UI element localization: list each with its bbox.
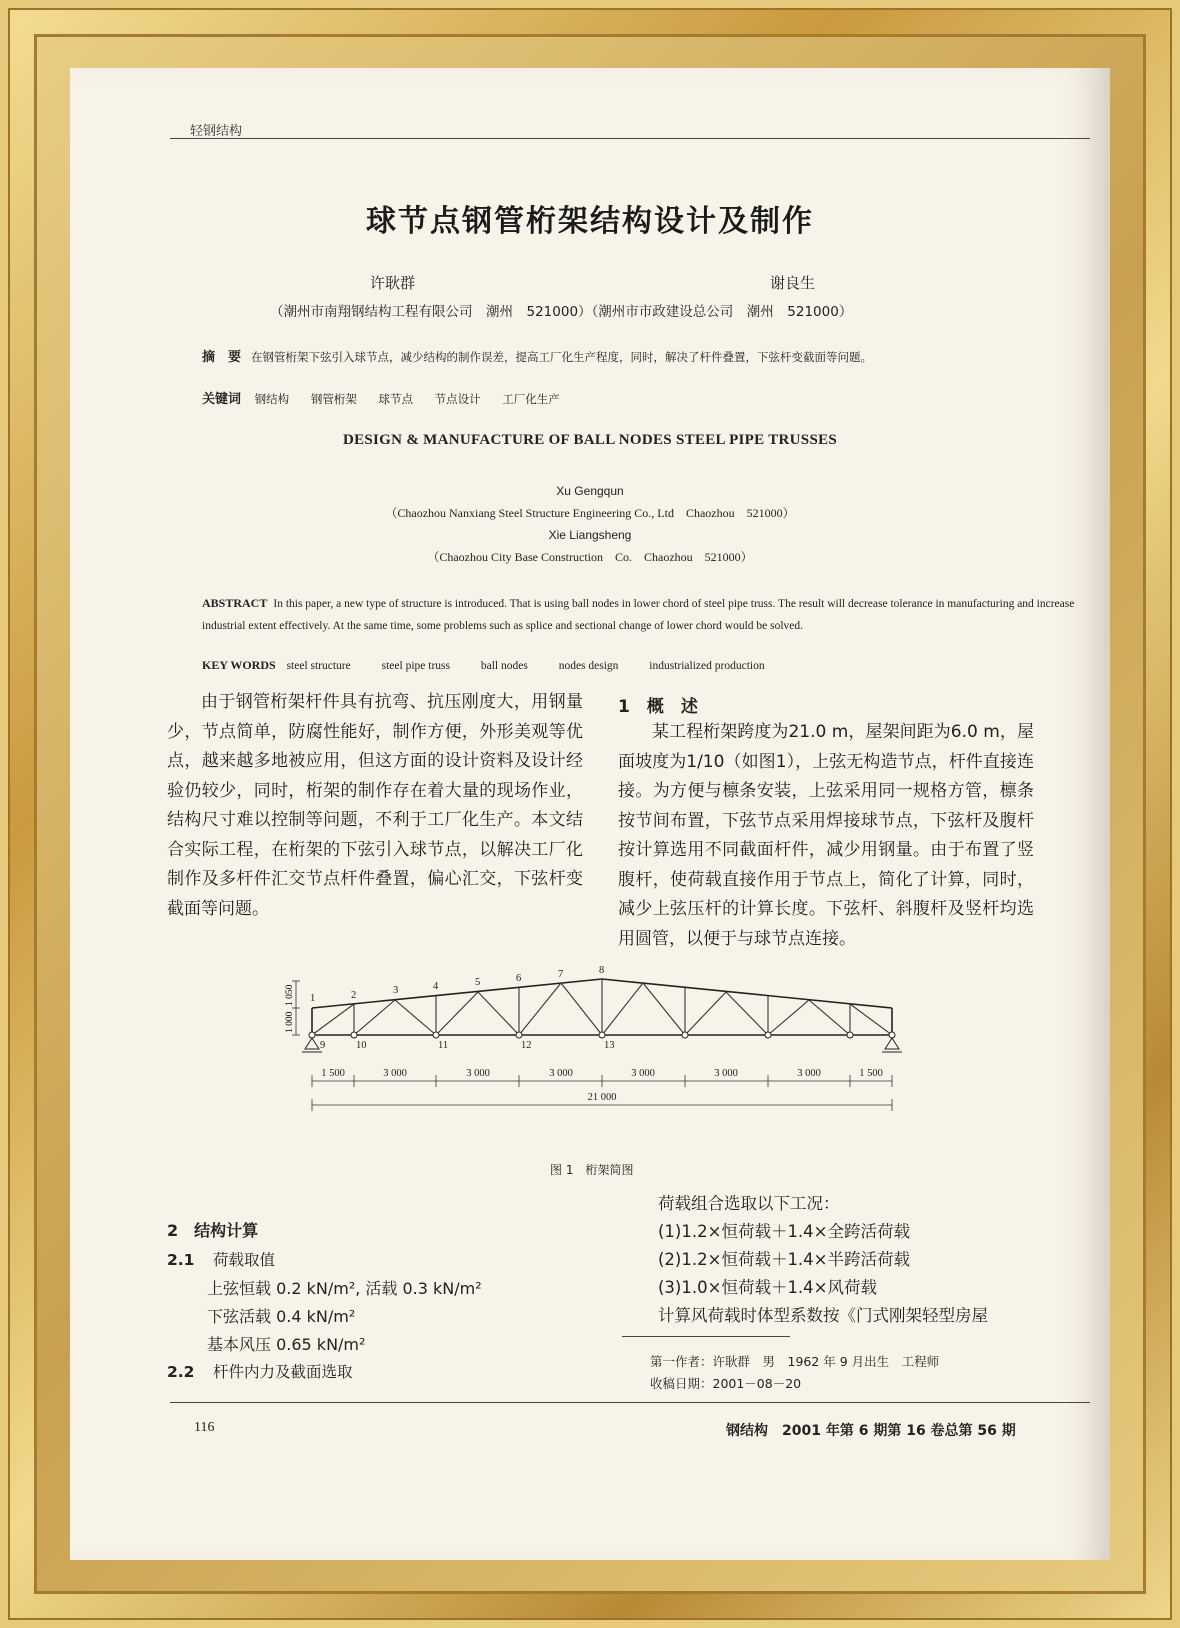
abstract-cn [202, 346, 1082, 369]
bay-dim-label: 3 000 [714, 1068, 738, 1079]
load-combo: (1)1.2×恒荷载＋1.4×全跨活荷载 [658, 1222, 911, 1241]
ball-node [682, 1032, 688, 1038]
vertical-dim-label: 1 050 [285, 984, 295, 1006]
keyword-cn: 节点设计 [434, 392, 481, 406]
journal-info: 钢结构 2001 年第 6 期第 16 卷总第 56 期 [726, 1423, 1016, 1439]
ball-node [516, 1032, 522, 1038]
wind-load-text: 计算风荷载时体型系数按《门式刚架轻型房屋 [658, 1306, 988, 1325]
keywords-en-label: KEY WORDS [202, 658, 276, 672]
bay-dim-label: 1 500 [859, 1068, 883, 1079]
journal-page [70, 68, 1110, 1560]
bay-dim-label: 3 000 [797, 1068, 821, 1079]
support-right [885, 1038, 899, 1049]
node-label: 12 [521, 1040, 532, 1051]
keyword-cn: 钢管桁架 [310, 392, 357, 406]
bay-dim-label: 3 000 [466, 1068, 490, 1079]
page-number: 116 [194, 1420, 215, 1435]
footer-rule [170, 1402, 1090, 1403]
web-member [685, 992, 726, 1035]
author-cn-1: 许耿群 [370, 274, 416, 292]
web-member [850, 1004, 892, 1035]
web-members [312, 979, 892, 1035]
node-label: 10 [356, 1040, 367, 1051]
keywords-cn-label: 关键词 [202, 392, 242, 407]
section1-paragraph: 某工程桁架跨度为21.0 m，屋架间距为6.0 m，屋面坡度为1/10（如图1），上弦无构造节点，杆件直接连接。为方便与檩条安装，上弦采用同一规格方管，檩条按节间布置，下弦节点采用焊接球节点，下弦杆及腹杆按计算选用不同截面杆件，减少用钢量。由于布置了竖腹杆，使荷载直接作用于节点上，简化了计算，同时，减少上弦压杆的计算长度。下弦杆、斜腹杆及竖杆均选用圆管，以便于与球节点连接。 [618, 722, 1034, 949]
author-en-2: Xie Liangsheng [548, 528, 632, 542]
node-label: 13 [604, 1040, 615, 1051]
keyword-en: steel pipe truss [381, 660, 450, 672]
web-member [643, 983, 685, 1035]
web-member [602, 983, 643, 1035]
paper-title: 球节点钢管桁架结构设计及制作 [366, 204, 814, 239]
node-label: 4 [433, 981, 439, 992]
abstract-en-text: In this paper, a new type of structure is introduced. That is using ball nodes in lower chord of steel pipe truss. The result will decrease tolerance in manufacturing and increase industrial extent effectively. At the same time, some problems such as splice and sectional change of lower chord would be solved. [202, 598, 1075, 632]
affiliation-en-1: （Chaozhou Nanxiang Steel Structure Engineering Co., Ltd Chaozhou 521000） [385, 506, 795, 520]
vertical-dim-label: 1 000 [285, 1011, 295, 1033]
load-combo: (3)1.0×恒荷载＋1.4×风荷载 [658, 1278, 878, 1297]
support-left [305, 1038, 319, 1049]
abstract-en [202, 592, 1082, 637]
section2-heading: 2 结构计算 [167, 1221, 259, 1240]
abstract-en-label: ABSTRACT [202, 596, 268, 610]
subsection-title: 杆件内力及截面选取 [213, 1363, 353, 1381]
subsection-title: 荷载取值 [213, 1251, 276, 1269]
supports [302, 1038, 902, 1052]
load-value: 基本风压 0.65 kN/m² [207, 1335, 366, 1354]
node-label: 2 [351, 990, 357, 1001]
ball-node [351, 1032, 357, 1038]
author-cn-2: 谢良生 [770, 274, 816, 292]
truss-figure [285, 963, 990, 1153]
node-label: 3 [393, 985, 399, 996]
subsection-2-1 [167, 1248, 275, 1270]
paper-title-en: DESIGN & MANUFACTURE OF BALL NODES STEEL PIPE TRUSSES [342, 432, 838, 448]
keyword-en: ball nodes [480, 660, 528, 672]
node-label: 7 [558, 969, 564, 980]
top-chord-right [602, 979, 892, 1008]
node-label: 5 [475, 977, 481, 988]
web-member [395, 1000, 436, 1035]
web-member [436, 992, 478, 1035]
keywords-cn [202, 388, 578, 407]
subsection-number: 2.1 [167, 1251, 195, 1269]
ball-node [599, 1032, 605, 1038]
subsection-number: 2.2 [167, 1363, 195, 1381]
subsection-2-2 [167, 1360, 353, 1382]
header-rule [170, 138, 1090, 139]
web-member [312, 1004, 354, 1035]
ball-node [847, 1032, 853, 1038]
keyword-en: steel structure [286, 660, 351, 672]
figure-caption: 图 1 桁架简图 [550, 1163, 634, 1177]
node-label: 11 [438, 1040, 449, 1051]
node-label: 8 [599, 965, 605, 976]
load-combo-intro: 荷载组合选取以下工况： [658, 1194, 840, 1213]
node-label: 9 [320, 1040, 326, 1051]
bay-dim-label: 3 000 [383, 1068, 407, 1079]
keyword-cn: 钢结构 [254, 392, 290, 406]
footnote-author: 第一作者：许耿群 男 1962 年 9 月出生 工程师 [650, 1354, 940, 1369]
web-member [809, 1000, 850, 1035]
web-member [726, 992, 768, 1035]
keyword-cn: 工厂化生产 [502, 392, 560, 406]
affiliations-cn: （潮州市南翔钢结构工程有限公司 潮州 521000）（潮州市市政建设总公司 潮州 521000） [270, 304, 853, 320]
load-combo: (2)1.2×恒荷载＋1.4×半跨活荷载 [658, 1250, 911, 1269]
web-member [519, 983, 561, 1035]
footnote-rule [622, 1336, 790, 1337]
bay-dim-label: 3 000 [631, 1068, 655, 1079]
abstract-cn-text: 在钢管桁架下弦引入球节点，减少结构的制作误差，提高工厂化生产程度，同时，解决了杆件叠置，下弦杆变截面等问题。 [251, 350, 873, 364]
abstract-cn-label: 摘 要 [202, 350, 242, 365]
running-head: 轻钢结构 [190, 124, 243, 139]
node-label: 6 [516, 973, 522, 984]
web-member [354, 1000, 395, 1035]
keywords-en [202, 658, 793, 673]
author-en-1: Xu Gengqun [556, 484, 624, 498]
web-member [561, 983, 602, 1035]
web-member [478, 992, 519, 1035]
footnote-received: 收稿日期：2001－08－20 [650, 1376, 802, 1391]
keyword-cn: 球节点 [378, 392, 413, 406]
bay-dim-label: 3 000 [549, 1068, 573, 1079]
section1-heading: 1 概 述 [618, 697, 698, 717]
affiliation-en-2: （Chaozhou City Base Construction Co. Chaozhou 521000） [427, 550, 753, 564]
node-label: 1 [310, 993, 316, 1004]
web-member [768, 1000, 809, 1035]
total-dim-label: 21 000 [587, 1092, 617, 1103]
keyword-en: industrialized production [649, 660, 765, 672]
ball-node [433, 1032, 439, 1038]
intro-paragraph: 由于钢管桁架杆件具有抗弯、抗压刚度大，用钢量少，节点简单，防腐性能好，制作方便，外形美观等优点，越来越多地被应用，但这方面的设计资料及设计经验仍较少，同时，桁架的制作存在着大量的现场作业，结构尺寸难以控制等问题，不利于工厂化生产。本文结合实际工程，在桁架的下弦引入球节点，以解决工厂化制作及多杆件汇交节点杆件叠置，偏心汇交，下弦杆变截面等问题。 [167, 692, 583, 919]
keyword-en: nodes design [558, 660, 619, 672]
load-value: 下弦活载 0.4 kN/m² [207, 1307, 356, 1326]
load-value: 上弦恒载 0.2 kN/m², 活载 0.3 kN/m² [207, 1279, 482, 1298]
bay-dim-label: 1 500 [321, 1068, 345, 1079]
ball-node [765, 1032, 771, 1038]
